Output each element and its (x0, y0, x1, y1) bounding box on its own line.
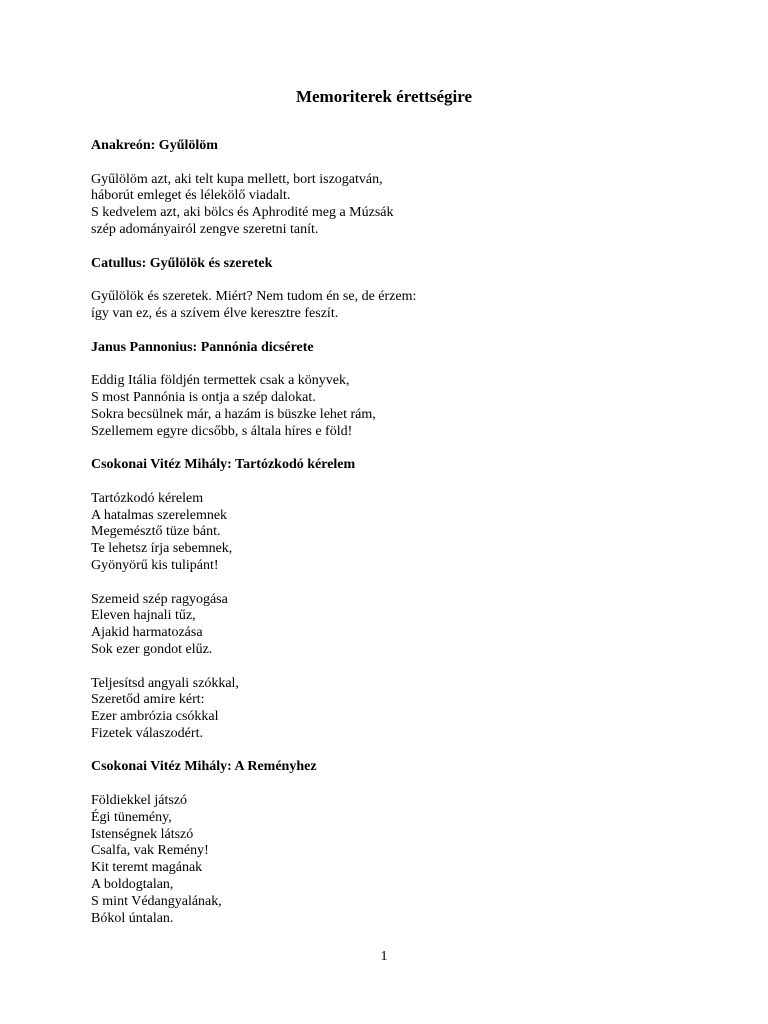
poem-line: Gyűlölök és szeretek. Miért? Nem tudom én se, de érzem: (91, 289, 417, 305)
stanza (91, 592, 691, 659)
poem-line: Teljesítsd angyali szókkal, (91, 675, 239, 691)
poem-janus-pannonius (91, 340, 691, 441)
stanza (91, 172, 691, 239)
poem-line: Gyűlölöm azt, aki telt kupa mellett, bort iszogatván, (91, 171, 383, 187)
stanza (91, 373, 691, 440)
poem-line: Égi tünemény, (91, 809, 172, 825)
poem-line: Kit teremt magának (91, 860, 203, 876)
poem-title: Catullus: Gyűlölök és szeretek (91, 255, 273, 271)
poem-line: Sok ezer gondot elűz. (91, 641, 213, 657)
poem-line: Gyönyörű kis tulipánt! (91, 557, 219, 573)
poem-line: szép adományairól zengve szeretni tanít. (91, 221, 319, 237)
stanza (91, 676, 691, 743)
poem-line: Eddig Itália földjén termettek csak a könyvek, (91, 373, 350, 389)
poem-line: Bókol úntalan. (91, 910, 174, 926)
poem-line: S most Pannónia is ontja a szép dalokat. (91, 389, 316, 405)
poem-line: Istenségnek látszó (91, 826, 194, 842)
poem-line: Te lehetsz írja sebemnek, (91, 541, 233, 557)
poem-line: így van ez, és a szívem élve keresztre feszít. (91, 305, 339, 321)
poem-csokonai-a-remenyhez (91, 759, 691, 927)
poem-line: Csalfa, vak Remény! (91, 843, 209, 859)
stanza (91, 289, 691, 323)
poem-line: Eleven hajnali tűz, (91, 608, 196, 624)
document-title: Memoriterek érettségire (295, 87, 473, 106)
poem-line: Sokra becsülnek már, a hazám is büszke lehet rám, (91, 406, 376, 422)
poem-title: Csokonai Vitéz Mihály: Tartózkodó kérelem (91, 457, 356, 473)
poem-line: háborút emleget és lélekölő viadalt. (91, 188, 291, 204)
poem-line: S kedvelem azt, aki bölcs és Aphrodité meg a Múzsák (91, 205, 394, 221)
poem-line: A hatalmas szerelemnek (91, 507, 228, 523)
poem-line: Fizetek válaszodért. (91, 725, 203, 741)
poem-line: A boldogtalan, (91, 877, 174, 893)
poem-line: Megemésztő tüze bánt. (91, 524, 221, 540)
poem-line: Szeretőd amire kért: (91, 692, 205, 708)
poem-title: Janus Pannonius: Pannónia dicsérete (91, 339, 314, 355)
poem-title: Csokonai Vitéz Mihály: A Reményhez (91, 759, 317, 775)
stanza (91, 793, 691, 927)
poem-line: Szellemem egyre dicsőbb, s általa híres e föld! (91, 423, 353, 439)
stanza (91, 491, 691, 575)
poem-anakreon (91, 138, 691, 239)
poem-line: Ezer ambrózia csókkal (91, 709, 219, 725)
poem-csokonai-tartozkodo-kerelem (91, 457, 691, 743)
poem-line: Tartózkodó kérelem (91, 490, 204, 506)
poem-title: Anakreón: Gyűlölöm (91, 138, 218, 153)
document-content (91, 138, 691, 944)
poem-line: Ajakid harmatozása (91, 625, 203, 641)
poem-line: Földiekkel játszó (91, 793, 188, 809)
poem-line: Szemeid szép ragyogása (91, 591, 228, 607)
poem-line: S mint Védangyalának, (91, 893, 222, 909)
poem-catullus (91, 256, 691, 323)
page-number: 1 (380, 949, 388, 964)
